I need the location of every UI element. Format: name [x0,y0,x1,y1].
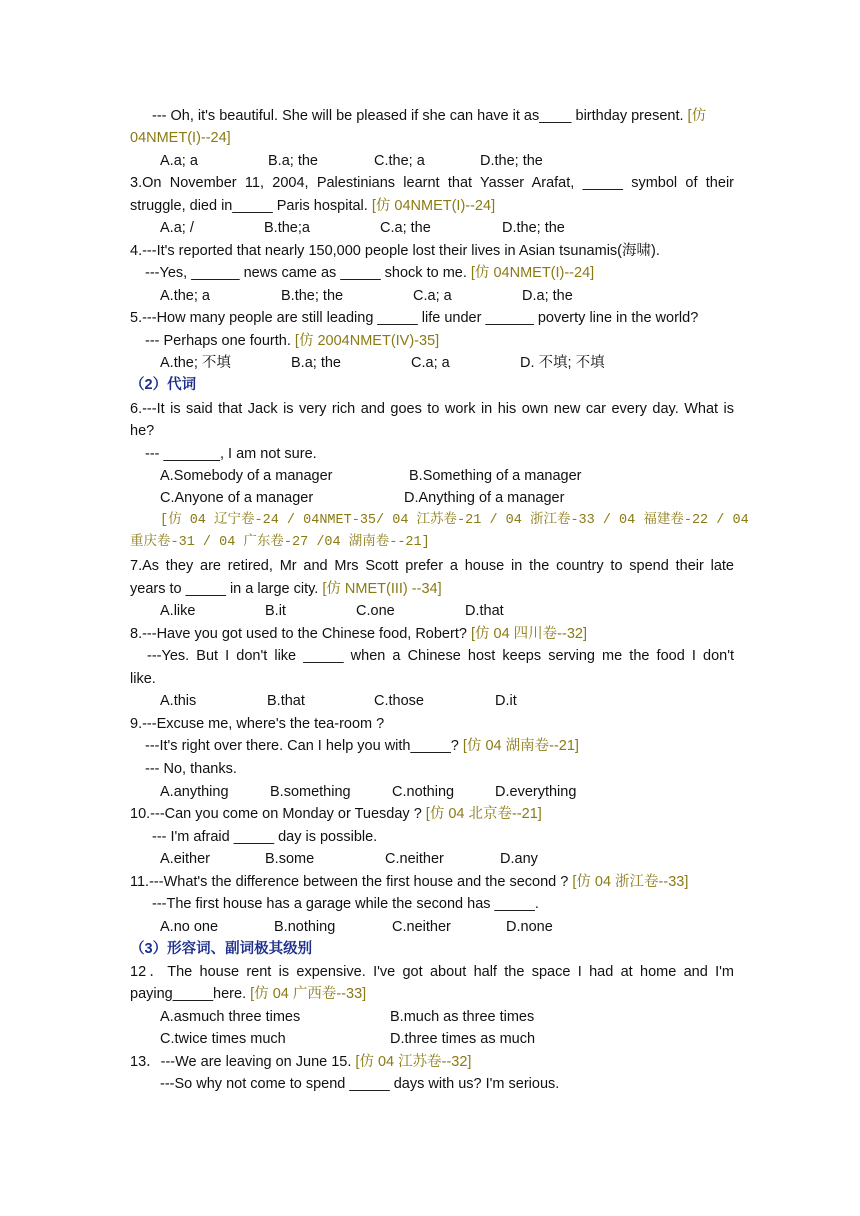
q2-reference-end: 04NMET(I)--24] [130,130,231,146]
q5-option-a: A.the; 不填 [160,355,231,371]
q5-option-d: D. 不填; 不填 [520,355,605,371]
q5-reference: [仿 2004NMET(IV)-35] [294,333,440,349]
q6-question-line2: he? [130,423,155,439]
q5-question-line2 [145,331,439,351]
q6-reference-line2: 重庆卷-31 / 04 广东卷-27 /04 湖南卷--21] [130,535,430,550]
q9-question-line2 [145,736,579,756]
q2-reference-start: [仿 [687,108,707,124]
q7-option-a: A.like [160,603,196,619]
q5-option-c: C.a; a [411,355,450,371]
q3-question-line1: 3.On November 11, 2004, Palestinians learnt that Yasser Arafat, _____ symbol of their [130,175,734,191]
q10-option-a: A.either [160,851,210,867]
q4-option-c: C.a; a [413,288,452,304]
q12-question-line2 [130,984,366,1004]
q2-option-b: B.a; the [268,153,318,169]
q11-question-line2: ---The first house has a garage while the second has _____. [152,896,539,912]
q3-option-d: D.the; the [502,220,565,236]
q13-question-line1 [130,1052,471,1072]
q6-option-c: C.Anyone of a manager [160,490,314,506]
q2-option-c: C.the; a [374,153,425,169]
q8-option-b: B.that [267,693,305,709]
q12-reference: [仿 04 广西卷--33] [250,986,367,1002]
q11-option-a: A.no one [160,919,219,935]
q3-question-text: struggle, died in_____ Paris hospital. [130,198,368,214]
q8-reference: [仿 04 四川卷--32] [470,626,587,642]
q13-reference: [仿 04 江苏卷--32] [355,1054,472,1070]
q2-dialog-line [152,106,706,126]
q7-question-line1: 7.As they are retired, Mr and Mrs Scott prefer a house in the country to spend their late [130,558,734,574]
q9-question-line1: 9.---Excuse me, where's the tea-room ? [130,716,385,732]
q3-option-b: B.the;a [264,220,310,236]
q5-question-line1: 5.---How many people are still leading _____ life under ______ poverty line in the world? [130,310,699,326]
q8-option-d: D.it [495,693,517,709]
q3-reference: [仿 04NMET(I)--24] [371,198,496,214]
q8-option-c: C.those [374,693,424,709]
q2-option-a: A.a; a [160,153,198,169]
q4-reference: [仿 04NMET(I)--24] [470,265,595,281]
q10-option-c: C.neither [385,851,444,867]
q7-option-d: D.that [465,603,504,619]
q2-dialog-text: --- Oh, it's beautiful. She will be pleased if she can have it as____ birthday present. [152,108,684,124]
q6-option-b: B.Something of a manager [409,468,582,484]
section-heading-adjectives-adverbs: （3）形容词、副词极其级别 [130,941,313,957]
q4-question-line2 [145,263,594,283]
q10-option-b: B.some [265,851,315,867]
q8-question-line2: ---Yes. But I don't like _____ when a Chinese host keeps serving me the food I don't [147,648,734,664]
q6-question-line3: --- _______, I am not sure. [145,446,317,462]
q11-question-line1 [130,872,688,892]
q12-option-b: B.much as three times [390,1009,535,1025]
q13-question-line2: ---So why not come to spend _____ days with us? I'm serious. [160,1076,560,1092]
q12-question-text: paying_____here. [130,986,247,1002]
q3-question-line2 [130,196,495,216]
q9-question-text: ---It's right over there. Can I help you with_____? [145,738,459,754]
q11-reference: [仿 04 浙江卷--33] [572,874,689,890]
q10-question-line2: --- I'm afraid _____ day is possible. [152,829,378,845]
q6-option-a: A.Somebody of a manager [160,468,333,484]
q9-question-line3: --- No, thanks. [145,761,237,777]
q11-question-text: 11.---What's the difference between the first house and the second ? [130,874,569,890]
q3-option-c: C.a; the [380,220,431,236]
q7-reference: [仿 NMET(III) --34] [322,581,442,597]
q4-option-b: B.the; the [281,288,344,304]
q10-reference: [仿 04 北京卷--21] [425,806,542,822]
q7-question-line2 [130,579,442,599]
q8-question-line3: like. [130,671,156,687]
q6-question-line1: 6.---It is said that Jack is very rich and goes to work in his own new car every day. What is [130,401,734,417]
q13-question-text: 13．---We are leaving on June 15. [130,1054,352,1070]
q12-question-line1: 12．The house rent is expensive. I've got about half the space I had at home and I'm [130,964,734,980]
q9-option-a: A.anything [160,784,229,800]
q12-option-c: C.twice times much [160,1031,286,1047]
q10-option-d: D.any [500,851,538,867]
q7-option-b: B.it [265,603,286,619]
q12-option-a: A.asmuch three times [160,1009,301,1025]
q9-reference: [仿 04 湖南卷--21] [462,738,579,754]
q4-option-a: A.the; a [160,288,210,304]
q9-option-d: D.everything [495,784,577,800]
q4-option-d: D.a; the [522,288,573,304]
q5-question-text: --- Perhaps one fourth. [145,333,291,349]
q5-option-b: B.a; the [291,355,341,371]
q4-question-line1: 4.---It's reported that nearly 150,000 people lost their lives in Asian tsunamis(海啸). [130,243,660,259]
q8-option-a: A.this [160,693,197,709]
q10-question-text: 10.---Can you come on Monday or Tuesday ? [130,806,422,822]
q9-option-b: B.something [270,784,351,800]
q4-question-text: ---Yes, ______ news came as _____ shock to me. [145,265,467,281]
q11-option-d: D.none [506,919,553,935]
q2-option-d: D.the; the [480,153,543,169]
q9-option-c: C.nothing [392,784,455,800]
q11-option-c: C.neither [392,919,451,935]
q6-reference-line1: [仿 04 辽宁卷-24 / 04NMET-35/ 04 江苏卷-21 / 04 浙江卷-33 / 04 福建卷-22 / 04 [160,513,749,528]
q8-question-text: 8.---Have you got used to the Chinese food, Robert? [130,626,467,642]
section-heading-pronouns: （2）代词 [130,377,197,393]
q8-question-line1 [130,624,587,644]
q3-option-a: A.a; / [160,220,194,236]
q7-option-c: C.one [356,603,395,619]
q11-option-b: B.nothing [274,919,336,935]
q7-question-text: years to _____ in a large city. [130,581,319,597]
q12-option-d: D.three times as much [390,1031,536,1047]
q6-option-d: D.Anything of a manager [404,490,565,506]
q10-question-line1 [130,804,542,824]
